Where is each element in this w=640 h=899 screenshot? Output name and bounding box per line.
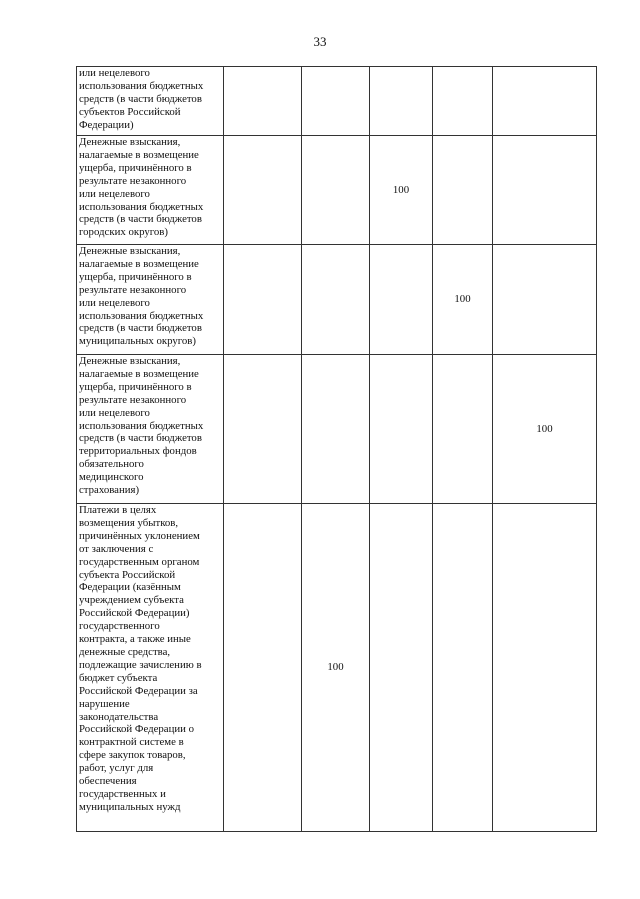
value-cell	[224, 245, 302, 355]
value-cell	[224, 355, 302, 504]
row-description: или нецелевого использования бюджетных средств (в части бюджетов субъектов Российской Федерации)	[77, 67, 224, 136]
table-row	[77, 355, 597, 504]
table-row	[77, 136, 597, 245]
table-row	[77, 67, 597, 136]
value-cell	[370, 67, 433, 136]
value-cell	[493, 245, 597, 355]
value-cell	[302, 67, 370, 136]
value-cell	[433, 67, 493, 136]
value-cell: 100	[302, 504, 370, 832]
value-cell	[370, 504, 433, 832]
budget-allocation-table	[76, 66, 597, 832]
row-description: Денежные взыскания, налагаемые в возмещение ущерба, причинённого в результате незаконного или нецелевого использования бюджетных средств (в части бюджетов муниципальных округов)	[77, 245, 224, 355]
value-cell	[493, 504, 597, 832]
value-cell: 100	[493, 355, 597, 504]
value-cell	[493, 136, 597, 245]
value-cell	[302, 245, 370, 355]
row-description: Платежи в целях возмещения убытков, причинённых уклонением от заключения с государственным органом субъекта Российской Федерации (казённым учреждением субъекта Российской Федерации) государственного контракта, а также иные денежные средства, подлежащие зачислению в бюджет субъекта Российской Федерации за нарушение законодательства Российской Федерации о контрактной системе в сфере закупок товаров, работ, услуг для обеспечения государственных и муниципальных нужд	[77, 504, 224, 832]
value-cell	[224, 136, 302, 245]
value-cell	[493, 67, 597, 136]
value-cell	[370, 245, 433, 355]
table-row	[77, 245, 597, 355]
value-cell	[370, 355, 433, 504]
table-row	[77, 504, 597, 832]
value-cell	[433, 504, 493, 832]
value-cell: 100	[370, 136, 433, 245]
value-cell	[433, 355, 493, 504]
value-cell: 100	[433, 245, 493, 355]
row-description: Денежные взыскания, налагаемые в возмещение ущерба, причинённого в результате незаконного или нецелевого использования бюджетных средств (в части бюджетов территориальных фондов обязательного медицинского страхования)	[77, 355, 224, 504]
value-cell	[433, 136, 493, 245]
page-number: 33	[313, 34, 327, 49]
row-description: Денежные взыскания, налагаемые в возмещение ущерба, причинённого в результате незаконного или нецелевого использования бюджетных средств (в части бюджетов городских округов)	[77, 136, 224, 245]
value-cell	[224, 67, 302, 136]
value-cell	[302, 355, 370, 504]
value-cell	[302, 136, 370, 245]
value-cell	[224, 504, 302, 832]
